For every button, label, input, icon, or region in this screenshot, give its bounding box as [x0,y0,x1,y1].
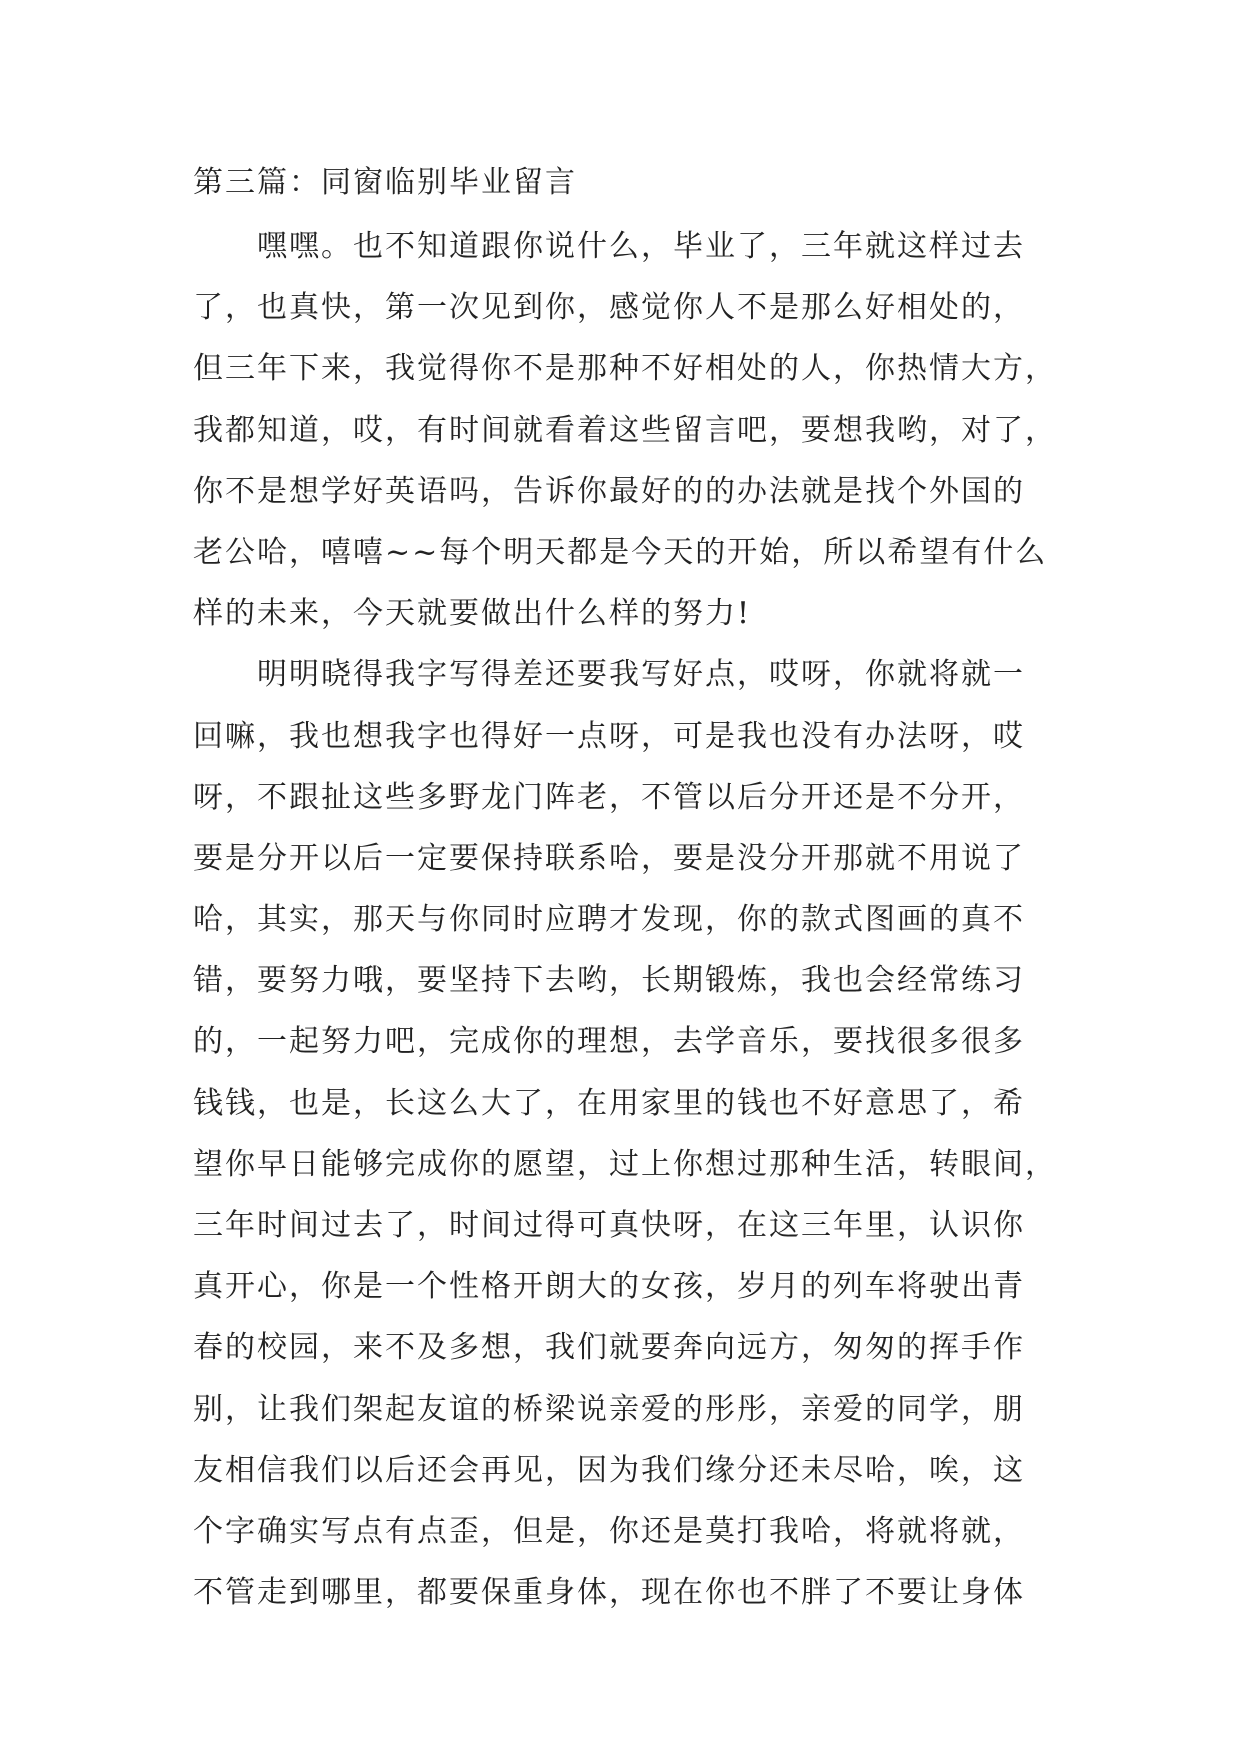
paragraph-line: 嘿嘿。也不知道跟你说什么，毕业了，三年就这样过去 [257,229,1025,264]
paragraph-line: 回嘛，我也想我字也得好一点呀，可是我也没有办法呀，哎 [193,718,1025,754]
paragraph-line: 春的校园，来不及多想，我们就要奔向远方，匆匆的挥手作 [193,1330,1025,1366]
paragraph-line: 但三年下来，我觉得你不是那种不好相处的人，你热情大方， [193,351,1057,387]
paragraph-line: 望你早日能够完成你的愿望，过上你想过那种生活，转眼间， [193,1146,1057,1182]
paragraph-line: 三年时间过去了，时间过得可真快呀，在这三年里，认识你 [193,1208,1025,1243]
paragraph-line: 要是分开以后一定要保持联系哈，要是没分开那就不用说了 [193,840,1025,876]
paragraph-1 [193,216,1073,644]
paragraph-line: 别，让我们架起友谊的桥梁说亲爱的彤彤，亲爱的同学，朋 [193,1391,1025,1427]
paragraph-2 [193,644,1073,1623]
paragraph-line: 不管走到哪里，都要保重身体，现在你也不胖了不要让身体 [193,1575,1025,1611]
paragraph-line: 你不是想学好英语吗，告诉你最好的的办法就是找个外国的 [193,473,1025,509]
paragraph-line: 我都知道，哎，有时间就看着这些留言吧，要想我哟，对了， [193,412,1057,448]
paragraph-line: 了，也真快，第一次见到你，感觉你人不是那么好相处的， [193,290,1025,326]
paragraph-line: 个字确实写点有点歪，但是，你还是莫打我哈，将就将就， [193,1513,1025,1549]
paragraph-line: 的，一起努力吧，完成你的理想，去学音乐，要找很多很多 [193,1024,1025,1060]
document-body [193,160,1073,1623]
paragraph-line: 真开心，你是一个性格开朗大的女孩，岁月的列车将驶出青 [193,1269,1025,1305]
paragraph-line: 老公哈，嘻嘻~~每个明天都是今天的开始，所以希望有什么 [193,534,1048,570]
paragraph-line: 错，要努力哦，要坚持下去哟，长期锻炼，我也会经常练习 [193,963,1025,999]
paragraph-line: 哈，其实，那天与你同时应聘才发现，你的款式图画的真不 [193,902,1025,938]
paragraph-line: 样的未来，今天就要做出什么样的努力! [193,596,752,632]
paragraph-line: 钱钱，也是，长这么大了，在用家里的钱也不好意思了，希 [193,1085,1025,1121]
paragraph-line: 友相信我们以后还会再见，因为我们缘分还未尽哈，唉，这 [193,1452,1025,1488]
document-title: 第三篇：同窗临别毕业留言 [193,165,577,200]
paragraph-line: 明明晓得我字写得差还要我写好点，哎呀，你就将就一 [257,657,1025,693]
paragraph-line: 呀，不跟扯这些多野龙门阵老，不管以后分开还是不分开， [193,779,1025,815]
